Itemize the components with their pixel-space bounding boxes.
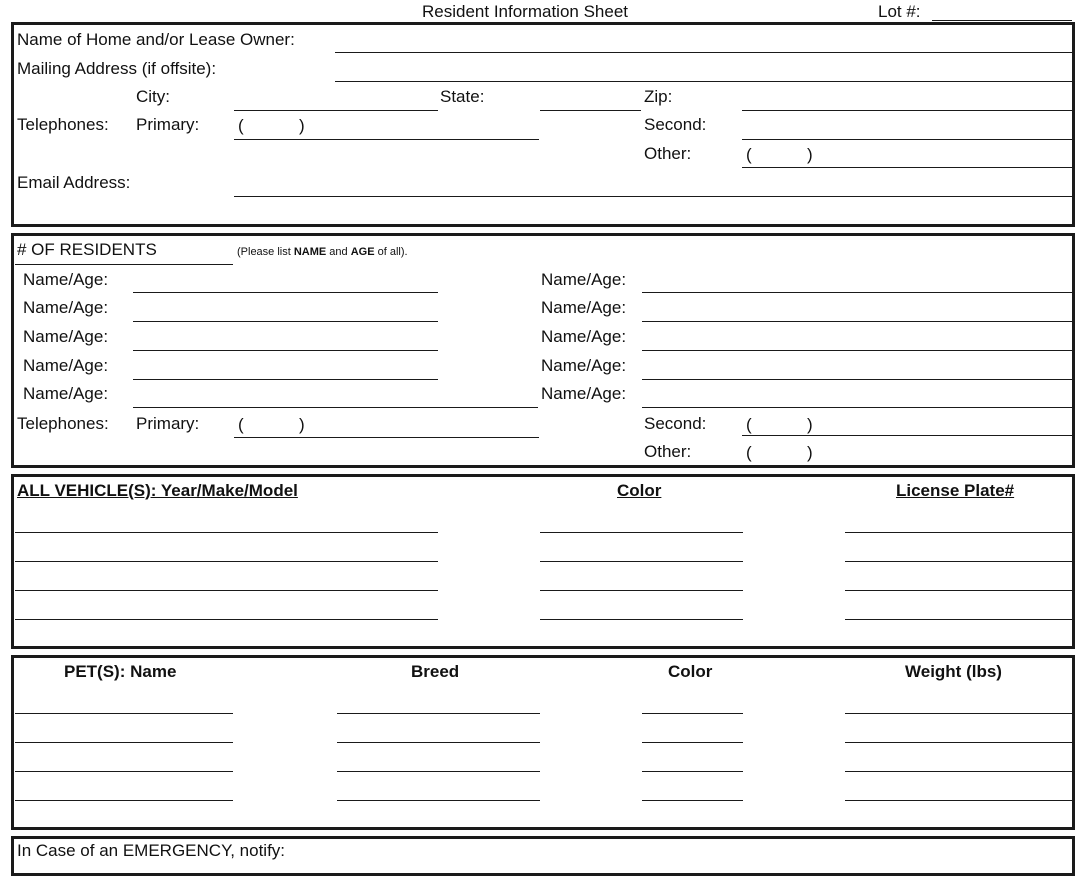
resident-name-age-field[interactable]: [133, 379, 438, 380]
vehicle-color-field[interactable]: [540, 619, 743, 620]
owner-name-label: Name of Home and/or Lease Owner:: [17, 30, 295, 49]
vehicle-license-plate-header: License Plate#: [896, 481, 1015, 500]
pet-name-field[interactable]: [15, 713, 233, 714]
state-field[interactable]: [540, 110, 641, 111]
pet-breed-field[interactable]: [337, 800, 540, 801]
pet-weight-field[interactable]: [845, 713, 1072, 714]
resident-telephones-label: Telephones:: [17, 414, 109, 433]
owner-other-area-close: ): [807, 145, 813, 164]
mailing-address-field[interactable]: [335, 81, 1072, 82]
resident-name-age-label: Name/Age:: [23, 384, 109, 403]
pet-color-field[interactable]: [642, 742, 743, 743]
vehicle-model-field[interactable]: [15, 590, 438, 591]
resident-name-age-label: Name/Age:: [23, 356, 109, 375]
vehicle-plate-field[interactable]: [845, 532, 1072, 533]
owner-other-area-open: (: [746, 145, 752, 164]
pet-weight-field[interactable]: [845, 771, 1072, 772]
vehicle-model-field[interactable]: [15, 619, 438, 620]
lot-number-field[interactable]: [932, 20, 1072, 21]
resident-name-age-field[interactable]: [133, 407, 538, 408]
vehicle-year-make-model-header: ALL VEHICLE(S): Year/Make/Model: [17, 481, 298, 500]
pet-weight-field[interactable]: [845, 742, 1072, 743]
resident-name-age-field[interactable]: [642, 321, 1072, 322]
pet-color-field[interactable]: [642, 800, 743, 801]
resident-other-area-close: ): [807, 443, 813, 462]
resident-name-age-field[interactable]: [133, 292, 438, 293]
resident-name-age-label: Name/Age:: [541, 327, 627, 346]
pet-name-field[interactable]: [15, 771, 233, 772]
owner-primary-label: Primary:: [136, 115, 200, 134]
pet-color-field[interactable]: [642, 713, 743, 714]
resident-name-age-field[interactable]: [642, 350, 1072, 351]
owner-primary-phone-field[interactable]: [234, 139, 539, 140]
resident-primary-area-close: ): [299, 415, 305, 434]
email-label: Email Address:: [17, 173, 131, 192]
owner-primary-area-close: ): [299, 116, 305, 135]
resident-primary-phone-field[interactable]: [234, 437, 539, 438]
mailing-address-label: Mailing Address (if offsite):: [17, 59, 217, 78]
resident-name-age-label: Name/Age:: [541, 270, 627, 289]
residents-count-label: # OF RESIDENTS: [17, 240, 157, 259]
vehicle-plate-field[interactable]: [845, 619, 1072, 620]
vehicle-model-field[interactable]: [15, 532, 438, 533]
resident-second-area-open: (: [746, 415, 752, 434]
resident-name-age-field[interactable]: [133, 350, 438, 351]
resident-name-age-label: Name/Age:: [541, 384, 627, 403]
page-title: Resident Information Sheet: [422, 2, 629, 21]
pet-name-header: PET(S): Name: [64, 662, 177, 681]
pet-color-field[interactable]: [642, 771, 743, 772]
resident-name-age-label: Name/Age:: [541, 298, 627, 317]
emergency-label: In Case of an EMERGENCY, notify:: [17, 841, 286, 860]
pet-breed-field[interactable]: [337, 713, 540, 714]
vehicle-color-field[interactable]: [540, 532, 743, 533]
resident-name-age-field[interactable]: [642, 292, 1072, 293]
zip-field[interactable]: [742, 110, 1072, 111]
city-field[interactable]: [234, 110, 438, 111]
pet-name-field[interactable]: [15, 742, 233, 743]
pet-color-header: Color: [668, 662, 713, 681]
owner-other-phone-field[interactable]: [742, 167, 1072, 168]
lot-number-label: Lot #:: [878, 2, 921, 21]
resident-second-area-close: ): [807, 415, 813, 434]
pet-breed-field[interactable]: [337, 771, 540, 772]
resident-second-label: Second:: [644, 414, 707, 433]
resident-name-age-label: Name/Age:: [23, 270, 109, 289]
owner-second-phone-field[interactable]: [742, 139, 1072, 140]
pet-name-field[interactable]: [15, 800, 233, 801]
vehicle-color-header: Color: [617, 481, 662, 500]
resident-name-age-field[interactable]: [133, 321, 438, 322]
resident-primary-label: Primary:: [136, 414, 200, 433]
resident-name-age-label: Name/Age:: [23, 298, 109, 317]
owner-telephones-label: Telephones:: [17, 115, 109, 134]
pet-breed-field[interactable]: [337, 742, 540, 743]
resident-other-area-open: (: [746, 443, 752, 462]
vehicle-model-field[interactable]: [15, 561, 438, 562]
resident-second-phone-field[interactable]: [742, 435, 1072, 436]
resident-name-age-field[interactable]: [642, 407, 1072, 408]
email-field[interactable]: [234, 196, 1072, 197]
residents-count-field[interactable]: [15, 264, 233, 265]
resident-name-age-field[interactable]: [642, 379, 1072, 380]
city-label: City:: [136, 87, 170, 106]
vehicle-plate-field[interactable]: [845, 590, 1072, 591]
owner-primary-area-open: (: [238, 116, 244, 135]
owner-name-field[interactable]: [335, 52, 1072, 53]
zip-label: Zip:: [644, 87, 673, 106]
residents-note: (Please list NAME and AGE of all).: [237, 246, 408, 258]
owner-other-label: Other:: [644, 144, 692, 163]
state-label: State:: [440, 87, 485, 106]
vehicle-color-field[interactable]: [540, 561, 743, 562]
vehicle-color-field[interactable]: [540, 590, 743, 591]
resident-name-age-label: Name/Age:: [541, 356, 627, 375]
pet-weight-field[interactable]: [845, 800, 1072, 801]
pet-weight-header: Weight (lbs): [905, 662, 1002, 681]
pet-breed-header: Breed: [411, 662, 460, 681]
owner-second-label: Second:: [644, 115, 707, 134]
resident-other-label: Other:: [644, 442, 692, 461]
resident-primary-area-open: (: [238, 415, 244, 434]
vehicle-plate-field[interactable]: [845, 561, 1072, 562]
resident-name-age-label: Name/Age:: [23, 327, 109, 346]
